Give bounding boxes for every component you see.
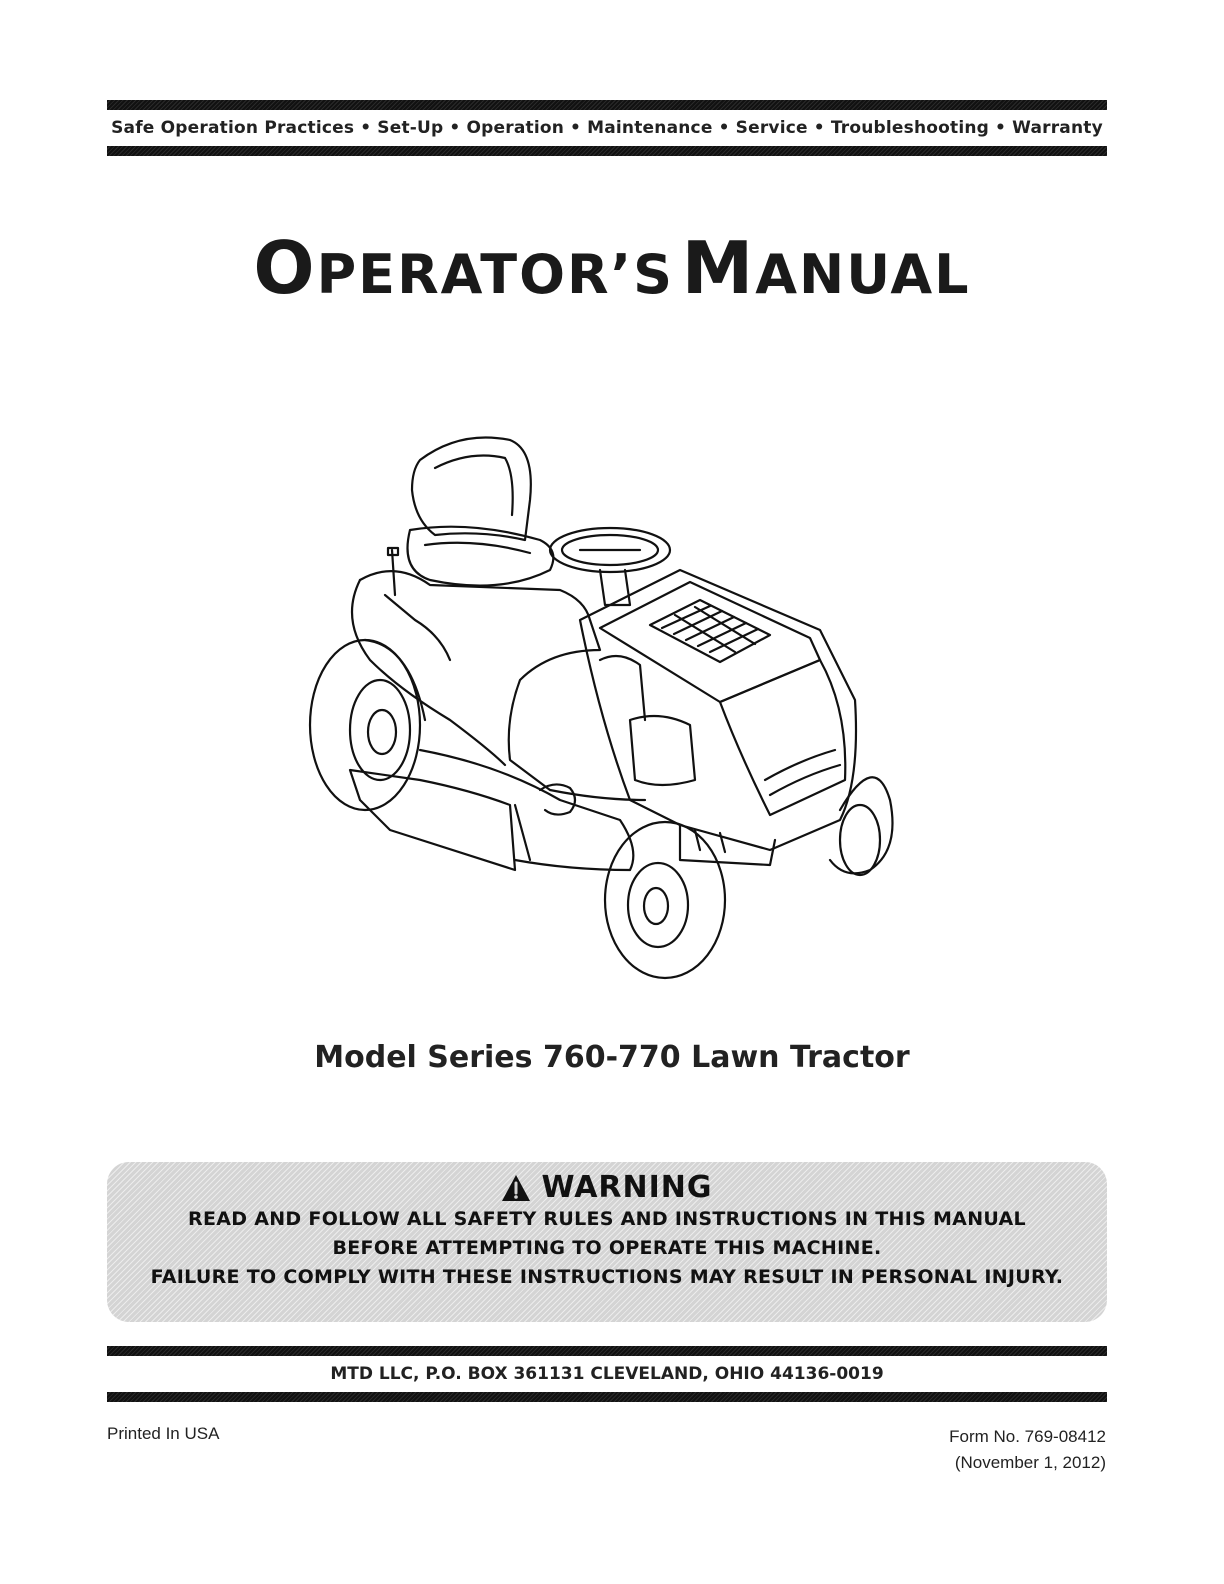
company-address: MTD LLC, P.O. BOX 361131 CLEVELAND, OHIO 44136-0019 bbox=[330, 1364, 884, 1384]
topic-operation: Operation bbox=[466, 118, 565, 138]
warning-heading bbox=[107, 1170, 1107, 1205]
form-info bbox=[949, 1424, 1106, 1476]
address-rule-lower bbox=[107, 1392, 1107, 1402]
top-rule-lower bbox=[107, 146, 1107, 156]
form-date: (November 1, 2012) bbox=[954, 1453, 1106, 1472]
topic-safe-operation: Safe Operation Practices bbox=[111, 118, 355, 138]
warning-triangle-icon bbox=[501, 1174, 531, 1202]
printed-in: Printed In USA bbox=[107, 1424, 220, 1443]
model-series: Model Series 760-770 Lawn Tractor bbox=[314, 1040, 910, 1075]
warning-box bbox=[107, 1162, 1107, 1322]
warning-title: WARNING bbox=[541, 1170, 713, 1205]
topic-warranty: Warranty bbox=[1012, 118, 1103, 138]
warning-line-3: FAILURE TO COMPLY WITH THESE INSTRUCTIONS MAY RESULT IN PERSONAL INJURY. bbox=[150, 1266, 1064, 1288]
warning-line-1: READ AND FOLLOW ALL SAFETY RULES AND INSTRUCTIONS IN THIS MANUAL bbox=[188, 1208, 1026, 1230]
lawn-tractor-illustration bbox=[300, 420, 920, 1000]
warning-line-2: BEFORE ATTEMPTING TO OPERATE THIS MACHINE. bbox=[332, 1237, 882, 1259]
top-rule-upper bbox=[107, 100, 1107, 110]
page-title: OPERATOR’S MANUAL bbox=[253, 226, 971, 310]
form-number: Form No. 769-08412 bbox=[949, 1427, 1106, 1446]
topic-set-up: Set-Up bbox=[377, 118, 444, 138]
address-rule-upper bbox=[107, 1346, 1107, 1356]
section-topics: Safe Operation Practices • Set-Up • Operation • Maintenance • Service • Troubleshooting • Warranty bbox=[111, 118, 1103, 138]
topic-service: Service bbox=[735, 118, 808, 138]
topic-troubleshooting: Troubleshooting bbox=[830, 118, 990, 138]
topic-maintenance: Maintenance bbox=[587, 118, 713, 138]
